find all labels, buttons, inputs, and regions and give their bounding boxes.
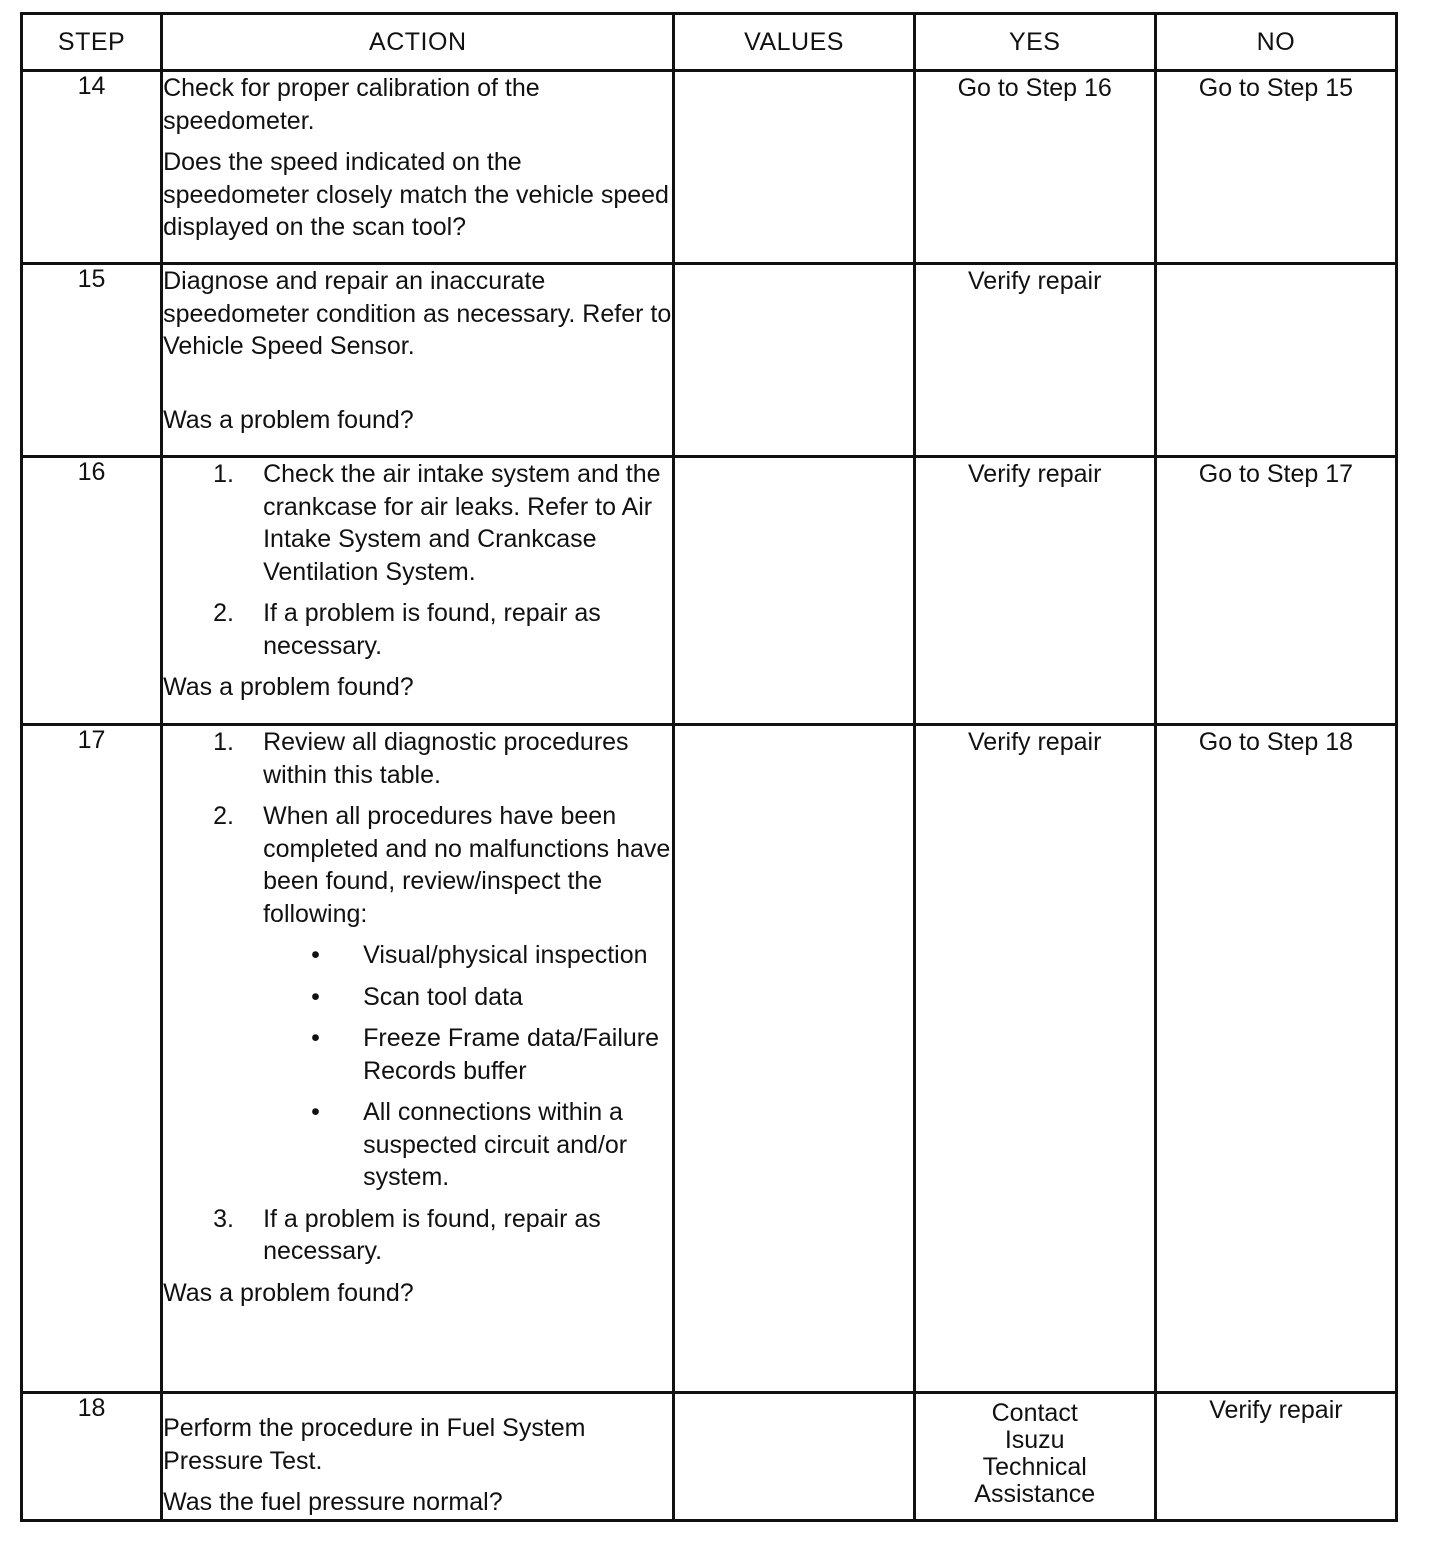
item-text: When all procedures have been completed and no malfunctions have been found, review/inspect the following: <box>263 802 671 928</box>
bullet-icon: • <box>311 1098 320 1126</box>
no-cell: Verify repair <box>1155 1393 1396 1521</box>
table-row-step-18 <box>22 1393 1397 1521</box>
values-cell <box>674 457 914 725</box>
item-number: 1. <box>213 460 234 488</box>
bullet-icon: • <box>311 941 320 969</box>
step-number: 16 <box>22 457 162 725</box>
action-cell <box>162 725 674 1393</box>
step-number: 15 <box>22 264 162 457</box>
header-values: VALUES <box>674 14 914 71</box>
action-cell <box>162 1393 674 1521</box>
step-number: 18 <box>22 1393 162 1521</box>
action-cell <box>162 457 674 725</box>
bullet-icon: • <box>311 982 320 1011</box>
no-cell: Go to Step 17 <box>1155 457 1396 725</box>
header-step: STEP <box>22 14 162 71</box>
item-number: 2. <box>213 802 234 830</box>
yes-line: Contact <box>991 1399 1078 1427</box>
table-row-step-14 <box>22 71 1397 264</box>
item-number: 1. <box>213 728 234 756</box>
bullet-list <box>263 939 672 1194</box>
list-item <box>163 800 672 1194</box>
bullet-text: Scan tool data <box>363 982 523 1011</box>
diagnostic-table <box>20 12 1398 1522</box>
bullet-icon: • <box>311 1024 320 1052</box>
yes-cell: Verify repair <box>914 457 1155 725</box>
header-action: ACTION <box>162 14 674 71</box>
values-cell <box>674 71 914 264</box>
list-item <box>163 1203 672 1268</box>
yes-cell: Go to Step 16 <box>914 71 1155 264</box>
numbered-list <box>163 726 672 1268</box>
bullet-text: Freeze Frame data/Failure Records buffer <box>363 1024 660 1085</box>
yes-line: Isuzu <box>1004 1426 1065 1454</box>
header-no: NO <box>1155 14 1396 71</box>
action-question: Was a problem found? <box>163 1278 414 1307</box>
table-row-step-16 <box>22 457 1397 725</box>
action-question: Does the speed indicated on the speedometer closely match the vehicle speed displayed on the scan tool? <box>163 148 669 241</box>
item-number: 3. <box>213 1204 234 1233</box>
yes-line: Technical <box>982 1453 1087 1481</box>
item-text: Check the air intake system and the crankcase for air leaks. Refer to Air Intake System and Crankcase Ventilation System. <box>263 460 661 586</box>
table-row-step-15 <box>22 264 1397 457</box>
table-row-step-17 <box>22 725 1397 1393</box>
yes-cell: Verify repair <box>914 725 1155 1393</box>
action-text: Diagnose and repair an inaccurate speedometer condition as necessary. Refer to Vehicle Speed Sensor. <box>163 267 672 360</box>
bullet-item <box>263 1096 672 1194</box>
no-cell: Go to Step 15 <box>1155 71 1396 264</box>
list-item <box>163 726 672 791</box>
action-cell <box>162 264 674 457</box>
item-text: If a problem is found, repair as necessary. <box>263 1204 601 1265</box>
header-yes: YES <box>914 14 1155 71</box>
yes-cell: Verify repair <box>914 264 1155 457</box>
bullet-text: Visual/physical inspection <box>363 941 648 969</box>
diagnostic-table-sheet <box>20 12 1398 1522</box>
action-question: Was a problem found? <box>163 405 414 434</box>
action-text: Perform the procedure in Fuel System Pressure Test. <box>163 1414 586 1475</box>
bullet-text: All connections within a suspected circuit and/or system. <box>363 1098 628 1191</box>
bullet-item <box>263 981 672 1014</box>
yes-line: Assistance <box>974 1480 1096 1508</box>
numbered-list <box>163 458 672 662</box>
header-row <box>22 14 1397 71</box>
values-cell <box>674 1393 914 1521</box>
values-cell <box>674 264 914 457</box>
step-number: 17 <box>22 725 162 1393</box>
action-question: Was a problem found? <box>163 673 414 701</box>
list-item <box>163 597 672 662</box>
item-text: Review all diagnostic procedures within this table. <box>263 728 629 789</box>
bullet-item <box>263 1022 672 1087</box>
list-item <box>163 458 672 588</box>
bullet-item <box>263 939 672 972</box>
action-cell <box>162 71 674 264</box>
step-number: 14 <box>22 71 162 264</box>
item-text: If a problem is found, repair as necessary. <box>263 599 601 660</box>
action-question: Was the fuel pressure normal? <box>163 1488 503 1516</box>
no-cell: Go to Step 18 <box>1155 725 1396 1393</box>
item-number: 2. <box>213 599 234 627</box>
no-cell <box>1155 264 1396 457</box>
values-cell <box>674 725 914 1393</box>
yes-cell <box>914 1393 1155 1521</box>
action-text: Check for proper calibration of the speedometer. <box>163 74 540 135</box>
